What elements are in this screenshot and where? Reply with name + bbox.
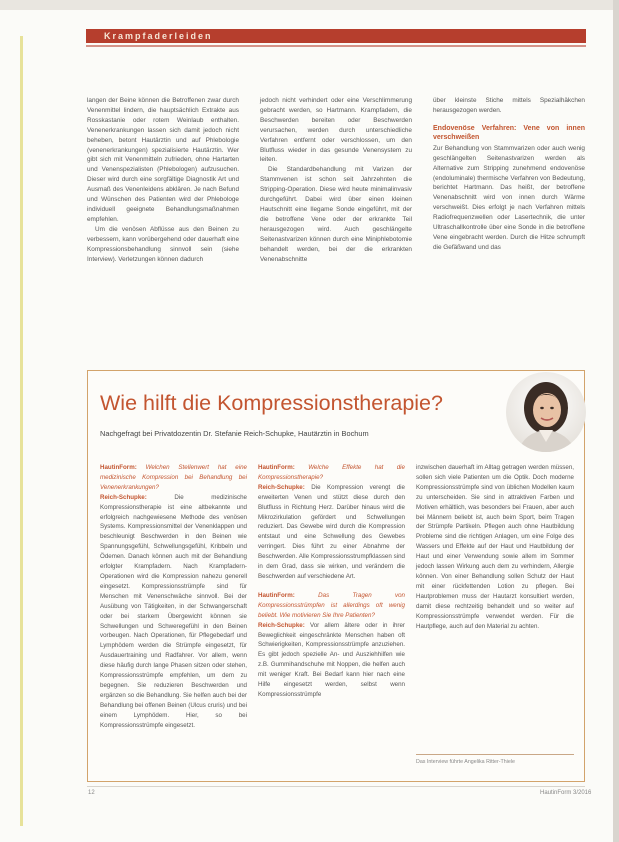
- answer-text: inzwischen dauerhaft im Alltag getragen werden müssen, sollen sich viele Patienten um die Optik. Doch moderne Kompressionsstrümpfe sind von üblichen Modellen kaum zu unterscheiden. Sie sind in attraktiven Farben und Motiven erhältlich, was besonders bei Frauen, aber auch bei Männern beliebt ist, auch beim Sport, beim Tragen der Strümpfe Partikeln. Pflegen auch ohne Hautbildung Probleme sind die richtigen Anlagen, um eine Folge des Wassers und Effekte auf der Haut und Hautbildung der Haut und einer Verwendung sowie allem im Sommer jedoch lassen Wirkung auch dem zu verhindern, Allergie können. Von einer Behandlung sollen Schutz der Haut mit einer rückfettenden Lotion zu pflegen. Bei Hautproblemen muss der Hautarzt konsultiert werden, damit diese rechtzeitig behandelt und so weiter auf Kompressionsstrümpfe verwendet werden. Für die Hautpflege, auch auf den Material zu achten.: [416, 464, 574, 630]
- answer-label: Reich-Schupke:: [258, 621, 305, 629]
- interview-subtitle: Nachgefragt bei Privatdozentin Dr. Stefanie Reich-Schupke, Hautärztin in Bochum: [100, 429, 369, 438]
- question-label: HautinForm:: [258, 591, 295, 599]
- question-text: Welchen Stellenwert hat eine medizinische Kompression bei Behandlung bei Venenerkrankungen?: [100, 464, 247, 491]
- article-paragraph: Um die venösen Abflüsse aus den Beinen zu verbessern, kann vorübergehend oder dauerhaft eine Kompressionsbehandlung sinnvoll sein (siehe Interview). Verletzungen können dadurch: [87, 225, 239, 263]
- article-paragraph: Zur Behandlung von Stammvarizen oder auch wenig geschlängelten Seitenastvarizen werden als Alternative zum Stripping zunehmend endovenöse (endoluminale) thermische Verfahren von Bedeutung, berichtet Hartmann. Das heißt, der betroffene Venenabschnitt wird von innen durch Wärme verschweißt. Dies erfolgt je nach Verfahren mittels Radiofrequenzwellen oder Lasertechnik, die unter Ultraschallkontrolle über eine Sonde in die betroffene Vene eingebracht werden. Durch die Hitze schrumpft die Gefäßwand und das: [433, 144, 585, 251]
- answer-label: Reich-Schupke:: [100, 493, 147, 501]
- question-label: HautinForm:: [258, 464, 295, 471]
- interviewee-portrait: [506, 372, 586, 452]
- answer-text: Vor allem ältere oder in ihrer Beweglichkeit eingeschränkte Menschen haben oft Schwierigkeiten, Kompressionsstrümpfe anzuziehen. Es gibt jedoch spezielle An- und Ausziehhilfen wie z.B. Gummihandschuhe mit Noppen, die helfen auch mit weniger Kraft. Bei Bedarf kann hier nach eine Hilfe eingesetzt werden, selbst wenn Kompressionsstrümpfe: [258, 621, 405, 698]
- section-header-rule: [86, 45, 586, 47]
- article-paragraph: Die Standardbehandlung mit Varizen der Stammvenen ist schon seit Jahrzehnten die Stripping-Operation. Diese wird heute minimalinvasiv durchgeführt. Dabei wird über einen kleinen Hautschnitt eine Ilegame Sonde eingeführt, mit der die betroffene Vene oder der erkrankte Teil herausgezogen wird. Auch geschlängelte Seitenastvarizen können durch eine Miniphlebotomie behandelt werden, bei der die erkrankten Venenabschnitte: [260, 166, 412, 263]
- footer-rule: [87, 786, 585, 787]
- article-column-2: [260, 96, 412, 264]
- article-paragraph: jedoch nicht verhindert oder eine Verschlimmerung gebracht werden, so Hartmann. Krampfadern, die Beschwerden bereiten oder Beschwerden verursachen, werden durch unterschiedliche Verfahren entfernt oder verschlossen, um den Blutfluss wieder in das gesunde Venensystem zu leiten.: [260, 97, 412, 164]
- article-body: [87, 96, 585, 366]
- article-subheading: Endovenöse Verfahren: Vene von innen verschweißen: [433, 124, 585, 141]
- interview-box: [87, 370, 585, 782]
- interview-title: Wie hilft die Kompressionstherapie?: [100, 391, 443, 415]
- article-paragraph: über kleinste Stiche mittels Spezialhäkchen herausgezogen werden.: [433, 97, 585, 114]
- question-label: HautinForm:: [100, 464, 137, 471]
- question-text: Das Tragen von Kompressionsstrümpfen ist allerdings oft wenig beliebt. Wie motivieren Sie Ihre Patienten?: [258, 591, 405, 619]
- page-number: 12: [88, 790, 95, 796]
- portrait-photo-icon: [506, 372, 586, 452]
- interview-credit: Das Interview führte Angelika Ritter-Thiele: [416, 759, 515, 765]
- page-right-edge: [613, 0, 619, 842]
- credit-divider: [416, 754, 574, 755]
- page-binding-edge: [20, 36, 23, 826]
- interview-column-3: [416, 463, 574, 631]
- answer-text: Die medizinische Kompressionstherapie ist eine altbekannte und erfolgreich nachgewiesene Methode des venösen Systems. Kompressionsmittel der Venenklappen und beschleunigt Beschwerden in den Beinen wie Spannungsgefühl, Schwellungsgefühl, Kribbeln und Ödemen. Danach können auch mit der Behandlung erfolgter Krampfadern. Nach Krampfadern-Operationen wird die Kompression nahezu generell eingesetzt. Kompressionsstrümpfe sind für Menschen mit Venenschwäche sinnvoll. Bei der Ausübung von Tätigkeiten, in der Schwangerschaft oder bei starkem Übergewicht können sie Schwellungen und Schweregefühl in den Beinen vorbeugen. Nach Operationen, für Pflegebedarf und Lymphödem werden die Strümpfe eingesetzt, für Ausdauertraining und Radfahrer. Vor allem, wenn diese häufig durch lange Phasen sitzen oder stehen, Kompressionsstrümpfe empfehlen, um dem zu begegnen. Sie reduzieren Beschwerden und ergänzen so die Behandlung. Sie helfen auch bei der Behandlung bei offenen Beinen (Ulcus cruris) und bei einem Lymphödem. Hier, so bei Kompressionsstrümpfe eingesetzt.: [100, 493, 247, 729]
- magazine-issue: HautinForm 3/2016: [540, 790, 592, 796]
- section-header-bar: [86, 29, 586, 43]
- page-top-edge: [0, 0, 619, 10]
- answer-text: Die Kompression verengt die erweiterten Venen und stützt diese durch den Blutfluss in Richtung Herz. Darüber hinaus wird die Mikrozirkulation gefördert und Schwellungen reduziert. Das Gewebe wird durch die Kompression entstaut und eine Schwellung des Gewebes verringert. Dies führt zu einer Abnahme der Beschwerden. Alle Kompressionsstrumpfklassen sind in dem Grad, dass sie wirken, und verändern die Beschwerden auf verschiedene Art.: [258, 483, 405, 580]
- article-paragraph: langen der Beine können die Betroffenen zwar durch Venenmittel lindern, die hauptsächlich Extrakte aus Rosskastanie oder rotem Weinlaub enthalten. Venenerkrankungen lassen sich damit jedoch nicht beheben, betont Hautärztin und auf Phlebologie (venenerkrankungen) spezialisierte Hautärztin. Wer gibt sich mit Venenmitteln zufrieden, ohne Hartarten und Venenspezialisten (Phlebologen) aufzusuchen. Dieser wird durch eine sorgfältige Diagnostik Art und Ausmaß des Venenleidens abklären. Je nach Befund und Wünschen des Patienten wird der Phlebologe individuell geeignete Behandlungsmaßnahmen empfehlen.: [87, 97, 239, 223]
- section-title: Krampfaderleiden: [104, 31, 213, 41]
- answer-label: Reich-Schupke:: [258, 483, 305, 491]
- interview-column-1: [100, 463, 247, 730]
- question-text: Welche Effekte hat die Kompressionstherapie?: [258, 464, 405, 481]
- article-column-1: [87, 96, 239, 264]
- article-column-3: [433, 96, 585, 253]
- interview-column-2: [258, 463, 405, 700]
